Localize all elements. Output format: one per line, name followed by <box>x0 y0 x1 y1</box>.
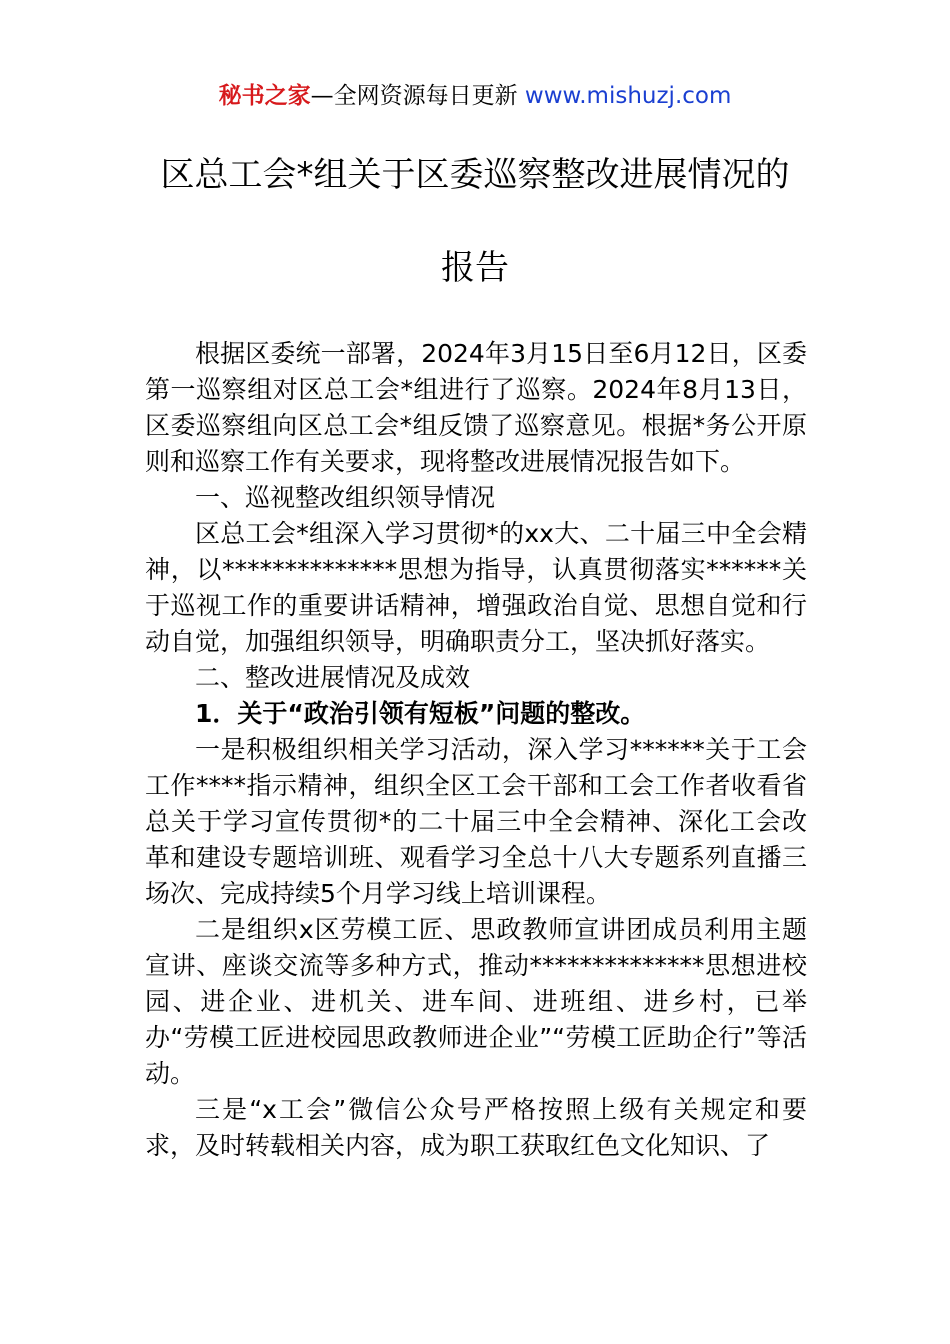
body-paragraph: 区总工会*组深入学习贯彻*的xx大、二十届三中全会精神，以**************思想为指导，认真贯彻落实******关于巡视工作的重要讲话精神，增强政治自觉、思想自觉和行动自觉，加强组织领导，明确职责分工，坚决抓好落实。 <box>145 519 807 656</box>
brand-name: 秘书之家 <box>218 83 311 109</box>
section-heading-2: 二、整改进展情况及成效 <box>195 663 471 692</box>
subsection-heading-1: 1．关于“政治引领有短板”问题的整改。 <box>195 699 646 728</box>
intro-paragraph: 根据区委统一部署，2024年3月15日至6月12日，区委第一巡察组对区总工会*组进行了巡察。2024年8月13日，区委巡察组向区总工会*组反馈了巡察意见。根据*务公开原则和巡察工作有关要求，现将整改进展情况报告如下。 <box>145 339 807 476</box>
site-banner <box>0 80 950 112</box>
body-paragraph: 三是“x工会”微信公众号严格按照上级有关规定和要求，及时转载相关内容，成为职工获取红色文化知识、了 <box>145 1095 807 1160</box>
document-body <box>145 336 807 1164</box>
body-paragraph: 一是积极组织相关学习活动，深入学习******关于工会工作****指示精神，组织全区工会干部和工会工作者收看省总关于学习宣传贯彻*的二十届三中全会精神、深化工会改革和建设专题培训班、观看学习全总十八大专题系列直播三场次、完成持续5个月学习线上培训课程。 <box>145 735 807 908</box>
document-title-line-2: 报告 <box>441 248 509 288</box>
body-paragraph: 二是组织x区劳模工匠、思政教师宣讲团成员利用主题宣讲、座谈交流等多种方式，推动**************思想进校园、进企业、进机关、进车间、进班组、进乡村，已举办“劳模工匠进校园思政教师进企业”“劳模工匠助企行”等活动。 <box>145 915 807 1088</box>
banner-tagline: —全网资源每日更新 <box>310 83 525 109</box>
document-title-line-1: 区总工会*组关于区委巡察整改进展情况的 <box>160 155 790 195</box>
section-heading-1: 一、巡视整改组织领导情况 <box>195 483 496 512</box>
site-url-link[interactable]: www.mishuzj.com <box>524 83 732 109</box>
